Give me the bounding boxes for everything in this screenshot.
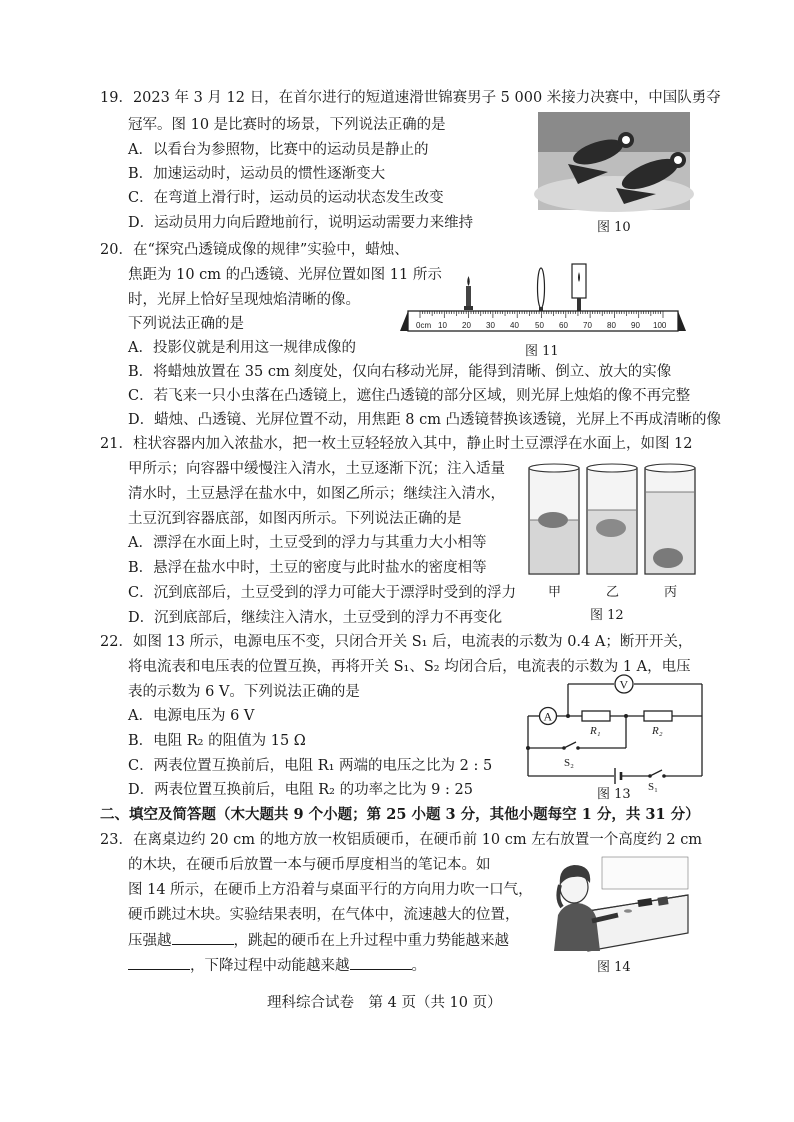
q22-stem-line1: 22．如图 13 所示，电源电压不变，只闭合开关 S₁ 后，电流表的示数为 0.4 A；断开开关， [100,634,693,650]
q22-option-c: C．两表位置互换前后，电阻 R₁ 两端的电压之比为 2 : 5 [128,758,493,774]
r1-label: R₁ [590,725,601,737]
q19-option-c: C．在弯道上滑行时，运动员的运动状态发生改变 [128,190,444,206]
q23-stem-line3: 图 14 所示，在硬币上方沿着与桌面平行的方向用力吹一口气， [128,882,533,898]
s1-label: S₁ [648,781,658,793]
ammeter-label: A [543,709,553,724]
answer-blank-2[interactable] [128,955,190,970]
q21-stem-line3: 清水时，土豆悬浮在盐水中，如图乙所示；继续注入清水， [128,486,505,502]
q23-text: 。 [411,958,426,974]
figure-12-caption: 图 12 [590,608,624,623]
ruler-label: 100 [653,321,667,330]
q23-text: ，下降过程中动能越来越 [190,958,350,974]
q21-option-a: A．漂浮在水面上时，土豆受到的浮力与其重力大小相等 [128,535,487,551]
container-jia [529,464,579,574]
q19-option-b: B．加速运动时，运动员的惯性逐渐变大 [128,166,386,182]
ruler-label: 50 [535,321,544,330]
figure-10-skating-photo [538,112,690,210]
q20-option-a: A．投影仪就是利用这一规律成像的 [128,340,356,356]
container-yi [587,464,637,574]
q22-option-d: D．两表位置互换前后，电阻 R₂ 的功率之比为 9 : 25 [128,782,473,798]
figure-12-label-yi: 乙 [606,585,620,600]
section-2-heading: 二、填空及简答题（木大题共 9 个小题；第 25 小题 3 分，其他小题每空 1 分，共 31 分） [100,806,700,823]
q21-stem-line4: 土豆沉到容器底部，如图丙所示。下列说法正确的是 [128,511,462,527]
ruler-label: 60 [559,321,568,330]
q21-option-b: B．悬浮在盐水中时，土豆的密度与此时盐水的密度相等 [128,560,487,576]
figure-13-caption: 图 13 [597,787,631,802]
q22-stem-line2: 将电流表和电压表的位置互换，再将开关 S₁、S₂ 均闭合后，电流表的示数为 1 A，电压 [128,659,691,675]
figure-12-label-bing: 丙 [664,585,678,600]
answer-blank-1[interactable] [172,930,234,945]
q23-stem-line2: 的木块，在硬币后放置一本与硬币厚度相当的笔记本。如 [128,857,491,873]
ruler-label: 10 [438,321,447,330]
q23-text: 压强越 [128,933,172,949]
figure-12-label-jia: 甲 [548,585,562,600]
ruler-label: 80 [607,321,616,330]
r2-label: R₂ [652,725,663,737]
q19-option-d: D．运动员用力向后蹬地前行，说明运动需要力来维持 [128,215,474,231]
q22-stem-line3: 表的示数为 6 V。下列说法正确的是 [128,684,360,700]
q20-option-d: D．蜡烛、凸透镜、光屏位置不动，用焦距 8 cm 凸透镜替换该透镜，光屏上不再成清晰的像 [128,412,722,428]
q22-option-b: B．电阻 R₂ 的阻值为 15 Ω [128,733,306,749]
figure-11-optical-bench [398,258,688,336]
q20-stem-line3: 时，光屏上恰好呈现烛焰清晰的像。 [128,292,360,308]
page-footer: 理科综合试卷 第 4 页（共 10 页） [267,995,502,1011]
q19-option-a: A．以看台为参照物，比赛中的运动员是静止的 [128,142,429,158]
figure-11-caption: 图 11 [525,344,559,359]
figure-10-caption: 图 10 [597,220,631,235]
figure-13-circuit [520,672,708,793]
ruler-label: 70 [583,321,592,330]
s2-label: S₂ [564,757,574,769]
q20-stem-line1: 20．在“探究凸透镜成像的规律”实验中，蜡烛、 [100,242,409,258]
figure-12-containers [523,462,699,580]
ruler-label: 20 [462,321,471,330]
q22-option-a: A．电源电压为 6 V [128,708,255,724]
container-bing [645,464,695,574]
q20-option-b: B．将蜡烛放置在 35 cm 刻度处，仅向右移动光屏，能得到清晰、倒立、放大的实像 [128,364,672,380]
q19-stem-line1: 19．2023 年 3 月 12 日，在首尔进行的短道速滑世锦赛男子 5 000 米接力决赛中，中国队勇夺 [100,90,721,106]
answer-blank-3[interactable] [350,955,412,970]
q23-stem-line1: 23．在离桌边约 20 cm 的地方放一枚铝质硬币，在硬币前 10 cm 左右放置一个高度约 2 cm [100,832,703,848]
ruler-label: 0cm [416,321,432,330]
q20-option-c: C．若飞来一只小虫落在凸透镜上，遮住凸透镜的部分区域，则光屏上烛焰的像不再完整 [128,388,691,404]
q21-stem-line1: 21．柱状容器内加入浓盐水，把一枚土豆轻轻放入其中，静止时土豆漂浮在水面上，如图 12 [100,436,693,452]
ruler-label: 30 [486,321,495,330]
q23-stem-line5 [128,930,509,951]
figure-14-caption: 图 14 [597,960,631,975]
q21-option-c: C．沉到底部后，土豆受到的浮力可能大于漂浮时受到的浮力 [128,585,517,601]
q19-stem-line2: 冠军。图 10 是比赛时的场景，下列说法正确的是 [128,117,446,133]
q23-text: ，跳起的硬币在上升过程中重力势能越来越 [233,933,509,949]
voltmeter-label: V [619,677,629,692]
q21-option-d: D．沉到底部后，继续注入清水，土豆受到的浮力不再变化 [128,610,503,626]
q21-stem-line2: 甲所示；向容器中缓慢注入清水，土豆逐渐下沉；注入适量 [128,461,505,477]
q23-stem-line4: 硬币跳过木块。实验结果表明，在气体中，流速越大的位置， [128,907,520,923]
ruler-label: 90 [631,321,640,330]
figure-14-blowing-coin [548,855,692,951]
q20-stem-line2: 焦距为 10 cm 的凸透镜、光屏位置如图 11 所示 [128,267,442,283]
q20-stem-line4: 下列说法正确的是 [128,316,244,332]
ruler-label: 40 [510,321,519,330]
q23-stem-line6 [128,955,426,976]
